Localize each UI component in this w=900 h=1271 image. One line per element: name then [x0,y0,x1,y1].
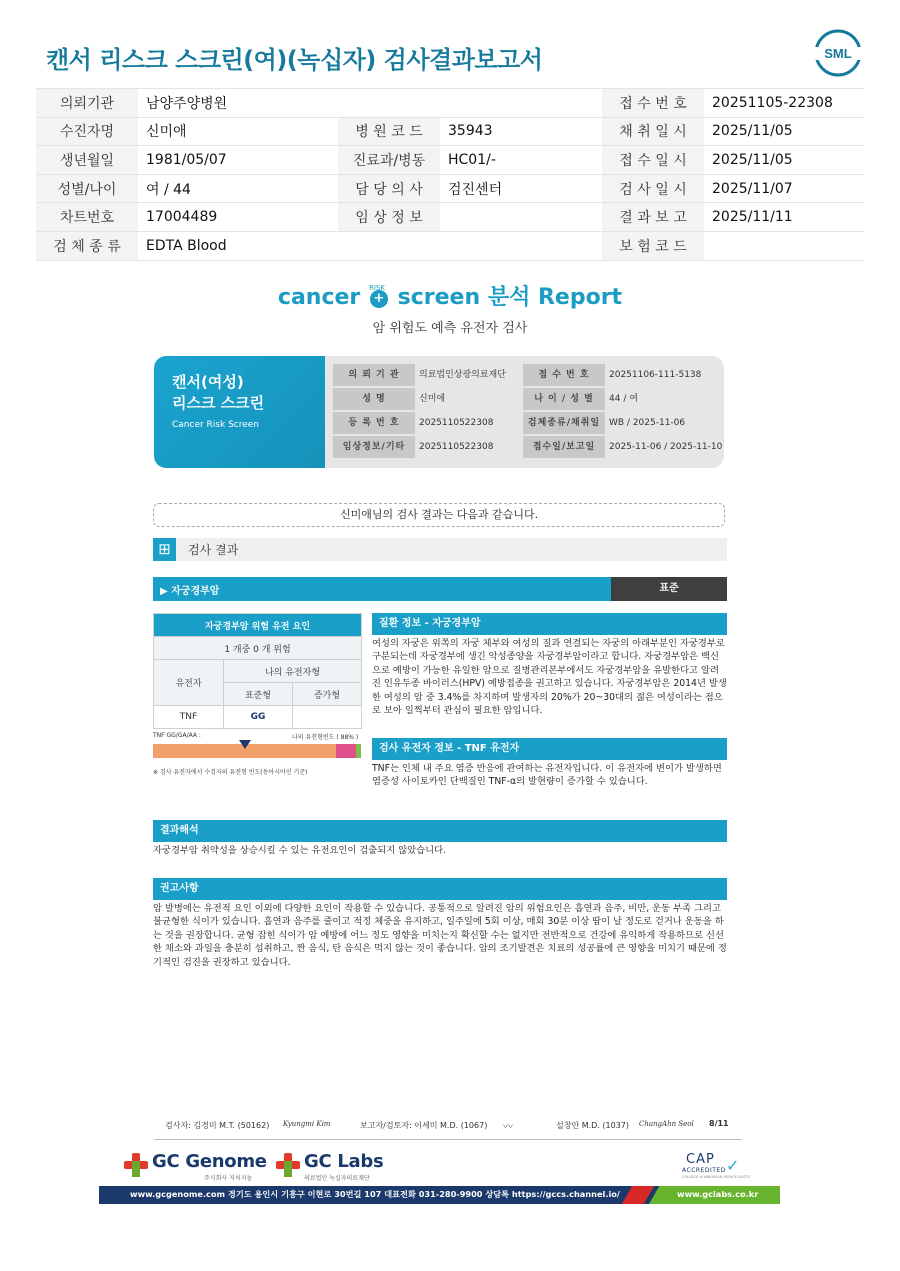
tester-name: 검사자: 김경미 M.T. (50162) [165,1121,270,1130]
info-value: EDTA Blood [138,231,338,260]
brand-suffix: 분석 Report [487,285,623,310]
card-label: 성 명 [333,388,415,410]
info-label: 병 원 코 드 [338,117,440,146]
card-value: 신미애 [419,394,446,404]
info-empty [440,231,602,260]
info-value: 17004489 [138,203,338,232]
report-subtitle: 암 위험도 예측 유전자 검사 [372,321,528,336]
sml-logo-text: SML [824,46,852,61]
footer-address: www.gcgenome.com 경기도 용인시 기흥구 이현로 30번길 107 대표전화 031-280-9900 상담톡 https://gccs.channel.io/ [130,1189,620,1199]
info-label: 성별/나이 [36,174,138,203]
medical-kit-icon: ⊞ [153,538,176,561]
info-label: 의뢰기관 [36,89,138,118]
page-number: 8/11 [709,1119,729,1128]
card-subtitle: Cancer Risk Screen [172,420,260,430]
info-row [36,203,864,232]
card-label: 나 이 / 성 별 [523,388,605,410]
approver-name: 설창안 M.D. (1037) [556,1121,630,1130]
frequency-my-label: 나의 유전형빈도 ( 88% ) [292,734,359,741]
card-label: 접 수 번 호 [523,364,605,386]
brand-screen: screen [397,285,481,310]
brand-cancer: cancer [277,285,361,310]
gene-table-summary: 1 개중 0 개 위험 [154,637,362,660]
card-label: 등 록 번 호 [333,412,415,434]
info-empty [338,231,440,260]
recommendation-text: 암 발병에는 유전적 요인 이외에 다양한 요인이 작용할 수 있습니다. 공통적으로 알려진 암의 위험요인은 흡연과 음주, 비만, 운동 부족 그리고 불균형한 식이가 있습니다. 흡연과 음주를 줄이고 적정 체중을 유지하고, 일주일에 5회 이상, 매회 30분 이상 땀이 날 정도로 걷거나 운동을 하는 것을 권장합니다. 균형 잡힌 식이가 암 예방에 어느 정도 영향을 미치는지 확신할 수는 없지만 전반적으로 건강에 유익하게 작용하므로 신선한 채소와 과일을 충분히 섭취하고, 짠 음식, 탄 음식은 먹지 않는 것이 좋습니다. 암의 조기발견은 치료의 성공률에 큰 영향을 미치기 때문에 정기적인 검진을 권장하고 있습니다. [153,903,727,968]
reporter-name: 보고자/검토자: 이세미 M.D. (1067) [360,1121,488,1130]
approver-signature: ChangAhn Seol [639,1120,694,1128]
patient-info-table [36,88,864,261]
report-title: 캔서 리스크 스크린(여)(녹십자) 검사결과보고서 [46,46,543,74]
frequency-bar [153,744,361,758]
info-label: 검 사 일 시 [602,174,704,203]
card-title: 캔서(여성) 리스크 스크린 [172,373,265,412]
info-value [440,203,602,232]
result-section-label: 검사 결과 [188,543,239,557]
card-banner [154,356,325,468]
card-value: WB / 2025-11-06 [609,418,686,428]
card-value: 2025110522308 [419,418,494,428]
greeting-message: 신미애님의 검사 결과는 다음과 같습니다. [153,503,725,527]
info-label: 담 당 의 사 [338,174,440,203]
info-value: 35943 [440,117,602,146]
card-value: 44 / 여 [609,394,638,404]
my-genotype-header: 나의 유전자형 [224,660,362,683]
info-empty [338,89,440,118]
gc-cross-icon [124,1153,148,1177]
genotype-standard: GG [224,706,293,729]
info-value: 신미애 [138,117,338,146]
gene-risk-table [153,613,362,729]
info-value: 2025/11/05 [704,117,864,146]
interpretation-title: 결과해석 [153,820,727,842]
genotype-increase [293,706,362,729]
table-row [154,706,362,729]
info-value: 2025/11/05 [704,146,864,175]
gc-labs-sub: 의료법인 녹십자의료재단 [304,1175,370,1182]
info-value [704,231,864,260]
disease-info-title: 질환 정보 - 자궁경부암 [372,613,727,635]
cap-text: CAP [686,1152,715,1167]
gc-labs-name: GC Labs [304,1151,384,1172]
info-value: 20251105-22308 [704,89,864,118]
frequency-segment-ga [336,744,356,758]
gene-name: TNF [154,706,224,729]
info-value: 1981/05/07 [138,146,338,175]
cap-accredited-logo [682,1152,752,1182]
info-row [36,146,864,175]
gc-cross-icon [276,1153,300,1177]
gc-genome-sub: 주식회사 지씨지놈 [204,1175,253,1182]
frequency-genotypes-label: TNF GG/GA/AA : [153,732,201,739]
increase-col-header: 증가형 [293,683,362,706]
info-row [36,89,864,118]
card-value: 20251106-111-5138 [609,370,702,380]
risk-plus-icon: + RISK [370,290,388,308]
cancer-risk-screen-brand [0,280,900,311]
info-label: 검 체 종 류 [36,231,138,260]
interpretation-text: 자궁경부암 취약성을 상승시킬 수 있는 유전요인이 검출되지 않았습니다. [153,845,447,856]
card-label: 의 뢰 기 관 [333,364,415,386]
info-label: 수진자명 [36,117,138,146]
checkmark-icon: ✓ [726,1156,740,1175]
footer-bar [99,1186,780,1204]
info-label: 접 수 일 시 [602,146,704,175]
info-label: 생년월일 [36,146,138,175]
info-label: 결 과 보 고 [602,203,704,232]
info-value: 2025/11/07 [704,174,864,203]
info-value: HC01/- [440,146,602,175]
card-value: 2025-11-06 / 2025-11-10 [609,442,723,452]
gene-table-title: 자궁경부암 위험 유전 요인 [154,614,362,637]
sml-logo [813,28,863,78]
gene-info-text: TNF는 인체 내 주요 염증 반응에 관여하는 유전자입니다. 이 유전자에 변이가 발생하면 염증성 사이토카인 단백질인 TNF-α의 발현량이 증가할 수 있습니다. [372,763,722,788]
card-label: 접수일/보고일 [523,436,605,458]
gene-col-header: 유전자 [154,660,224,706]
reporter-signature-icon: 〰 [503,1122,513,1133]
frequency-note: ※ 검사 유전자에서 수검자의 유전형 빈도(동아시아인 기준) [153,769,308,776]
disease-info-text: 여성의 자궁은 위쪽의 자궁 체부와 여성의 질과 연결되는 자궁의 아래부분인 자궁경부로 구분되는데 자궁경부에 생긴 악성종양을 자궁경부암이라고 합니다. 자궁경부암은 백신으로 예방이 가능한 유일한 암으로 질병관리본부에서도 자궁경부암을 유발한다고 알려진 인유두종 바이러스(HPV) 예방접종을 권고하고 있습니다. 자궁경부암은 2014년 발생한 여성의 암 중 3.4%를 차지하며 발생자의 20%가 20~30대의 젊은 여성이라는 점으로 보아 일찍부터 관심이 필요한 암입니다. [372,638,727,717]
frequency-marker-icon [239,740,251,749]
info-label: 임 상 정 보 [338,203,440,232]
info-value: 검진센터 [440,174,602,203]
summary-card [154,356,724,468]
disease-bar [153,577,727,601]
gc-genome-name: GC Genome [152,1151,267,1172]
brand-risk: RISK [368,284,385,292]
tester-signature: Kyungmi Kim [283,1120,331,1128]
info-empty [440,89,602,118]
card-label: 임상정보/기타 [333,436,415,458]
status-badge: 표준 [611,577,727,601]
info-value: 남양주양병원 [138,89,338,118]
info-value: 여 / 44 [138,174,338,203]
info-value: 2025/11/11 [704,203,864,232]
info-row [36,117,864,146]
info-label: 보 험 코 드 [602,231,704,260]
result-section-header [153,538,727,561]
card-label: 검체종류/채취일 [523,412,605,434]
info-label: 차트번호 [36,203,138,232]
divider [154,1139,742,1140]
card-value: 의료법인상광의료재단 [419,370,506,380]
cap-small-text: COLLEGE of AMERICAN PATHOLOGISTS [682,1175,750,1179]
footer-url: www.gclabs.co.kr [677,1189,759,1199]
info-row [36,231,864,260]
disease-name: ▶ 자궁경부암 [160,586,220,597]
info-row [36,174,864,203]
cap-accredited-text: ACCREDITED [682,1167,726,1174]
recommendation-title: 권고사항 [153,878,727,900]
frequency-segment-aa [356,744,361,758]
info-label: 채 취 일 시 [602,117,704,146]
card-value: 2025110522308 [419,442,494,452]
gene-info-title: 검사 유전자 정보 - TNF 유전자 [372,738,727,760]
info-label: 접 수 번 호 [602,89,704,118]
info-label: 진료과/병동 [338,146,440,175]
standard-col-header: 표준형 [224,683,293,706]
